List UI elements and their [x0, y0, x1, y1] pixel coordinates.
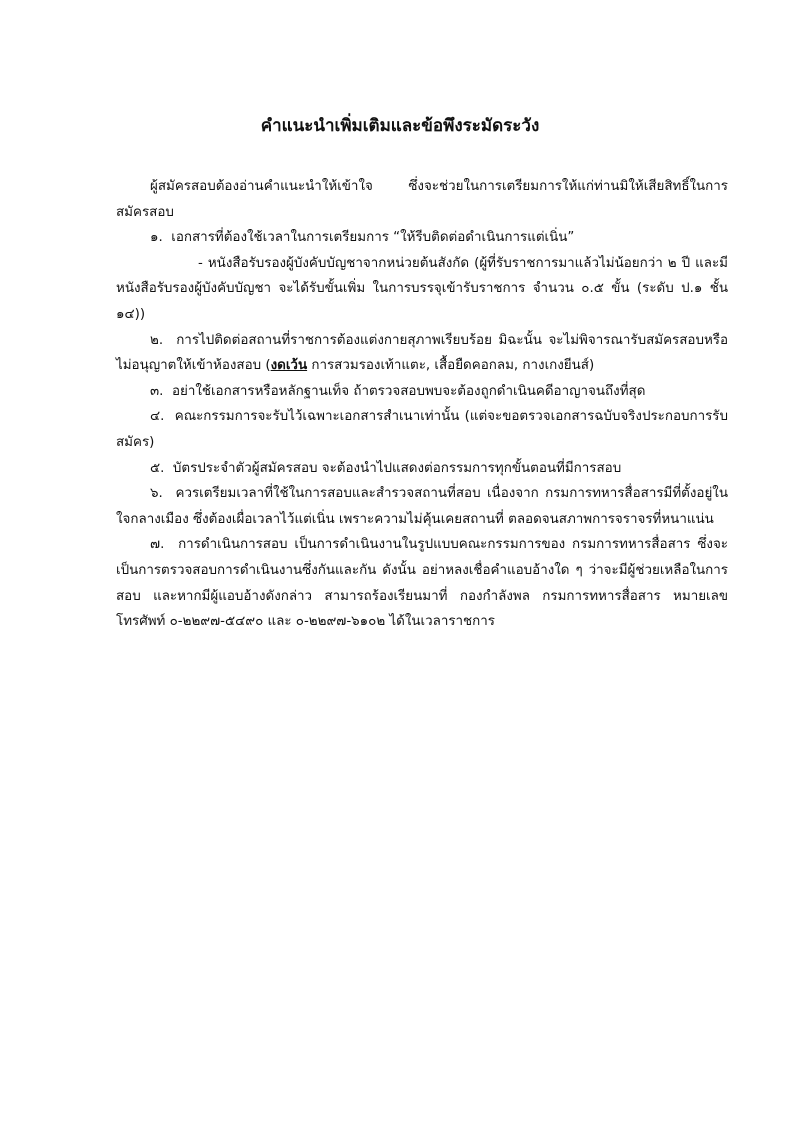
page-title: คำแนะนำเพิ่มเติมและข้อพึงระมัดระวัง [260, 116, 540, 136]
item-1-sub: - หนังสือรับรองผู้บังคับบัญชาจากหน่วยต้นสังกัด (ผู้ที่รับราชการมาแล้วไม่น้อยกว่า ๒ ปี และมีหนังสือรับรองผู้บังคับบัญชา จะได้รับขั้นเพิ่ม ในการบรรจุเข้ารับราชการ จำนวน ๐.๕ ขั้น (ระดับ ป.๑ ชั้น ๑๔)) [116, 255, 728, 322]
item-3-number: ๓. [150, 383, 164, 399]
item-5-number: ๕. [150, 460, 165, 476]
item-2 [116, 328, 728, 379]
document-body [116, 174, 728, 635]
item-6-text: ควรเตรียมเวลาที่ใช้ในการสอบและสำรวจสถานที่สอบ เนื่องจาก กรมการทหารสื่อสารมีที่ตั้งอยู่ในใจกลางเมือง ซึ่งต้องเผื่อเวลาไว้แต่เนิ่น เพราะความไม่คุ้นเคยสถานที่ ตลอดจนสภาพการจราจรที่หนาแน่น [116, 486, 728, 527]
item-7-number: ๗. [150, 537, 165, 553]
item-2-text-before: การไปติดต่อสถานที่ราชการต้องแต่งกายสุภาพเรียบร้อย มิฉะนั้น จะไม่พิจารณารับสมัครสอบหรือไม่อนุญาตให้เข้าห้องสอบ ( [116, 332, 729, 374]
item-7 [116, 532, 728, 634]
item-1-number: ๑. [150, 230, 163, 246]
item-5 [116, 456, 728, 482]
item-5-text: บัตรประจำตัวผู้สมัครสอบ จะต้องนำไปแสดงต่อกรรมการทุกขั้นตอนที่มีการสอบ [172, 460, 622, 476]
item-1 [116, 225, 728, 251]
item-1-text: เอกสารที่ต้องใช้เวลาในการเตรียมการ “ให้รีบติดต่อดำเนินการแต่เนิ่น” [171, 230, 575, 246]
item-2-text-after: การสวมรองเท้าแตะ, เสื้อยืดคอกลม, กางเกงยีนส์) [307, 358, 595, 374]
item-7-text: การดำเนินการสอบ เป็นการดำเนินงานในรูปแบบคณะกรรมการของ กรมการทหารสื่อสาร ซึ่งจะเป็นการตรวจสอบการดำเนินงานซึ่งกันและกัน ดังนั้น อย่าหลงเชื่อคำแอบอ้างใด ๆ ว่าจะมีผู้ช่วยเหลือในการสอบ และหากมีผู้แอบอ้างดังกล่าว สามารถร้องเรียนมาที่ กองกำลังพล กรมการทหารสื่อสาร หมายเลขโทรศัพท์ ๐-๒๒๙๗-๕๔๙๐ และ ๐-๒๒๙๗-๖๑๐๒ ได้ในเวลาราชการ [116, 537, 728, 630]
item-4-number: ๔. [150, 409, 165, 425]
intro-paragraph: ผู้สมัครสอบต้องอ่านคำแนะนำให้เข้าใจ ซึ่งจะช่วยในการเตรียมการให้แก่ท่านมิให้เสียสิทธิ์ในการสมัครสอบ [116, 179, 728, 220]
item-2-emphasis: งดเว้น [270, 358, 308, 374]
item-3 [116, 379, 728, 405]
item-2-number: ๒. [150, 332, 164, 348]
item-4-text: คณะกรรมการจะรับไว้เฉพาะเอกสารสำเนาเท่านั้น (แต่จะขอตรวจเอกสารฉบับจริงประกอบการรับสมัคร) [116, 409, 728, 450]
item-3-text: อย่าใช้เอกสารหรือหลักฐานเท็จ ถ้าตรวจสอบพบจะต้องถูกดำเนินคดีอาญาจนถึงที่สุด [171, 383, 646, 399]
item-6-number: ๖. [150, 486, 163, 502]
item-6 [116, 481, 728, 532]
item-4 [116, 404, 728, 455]
